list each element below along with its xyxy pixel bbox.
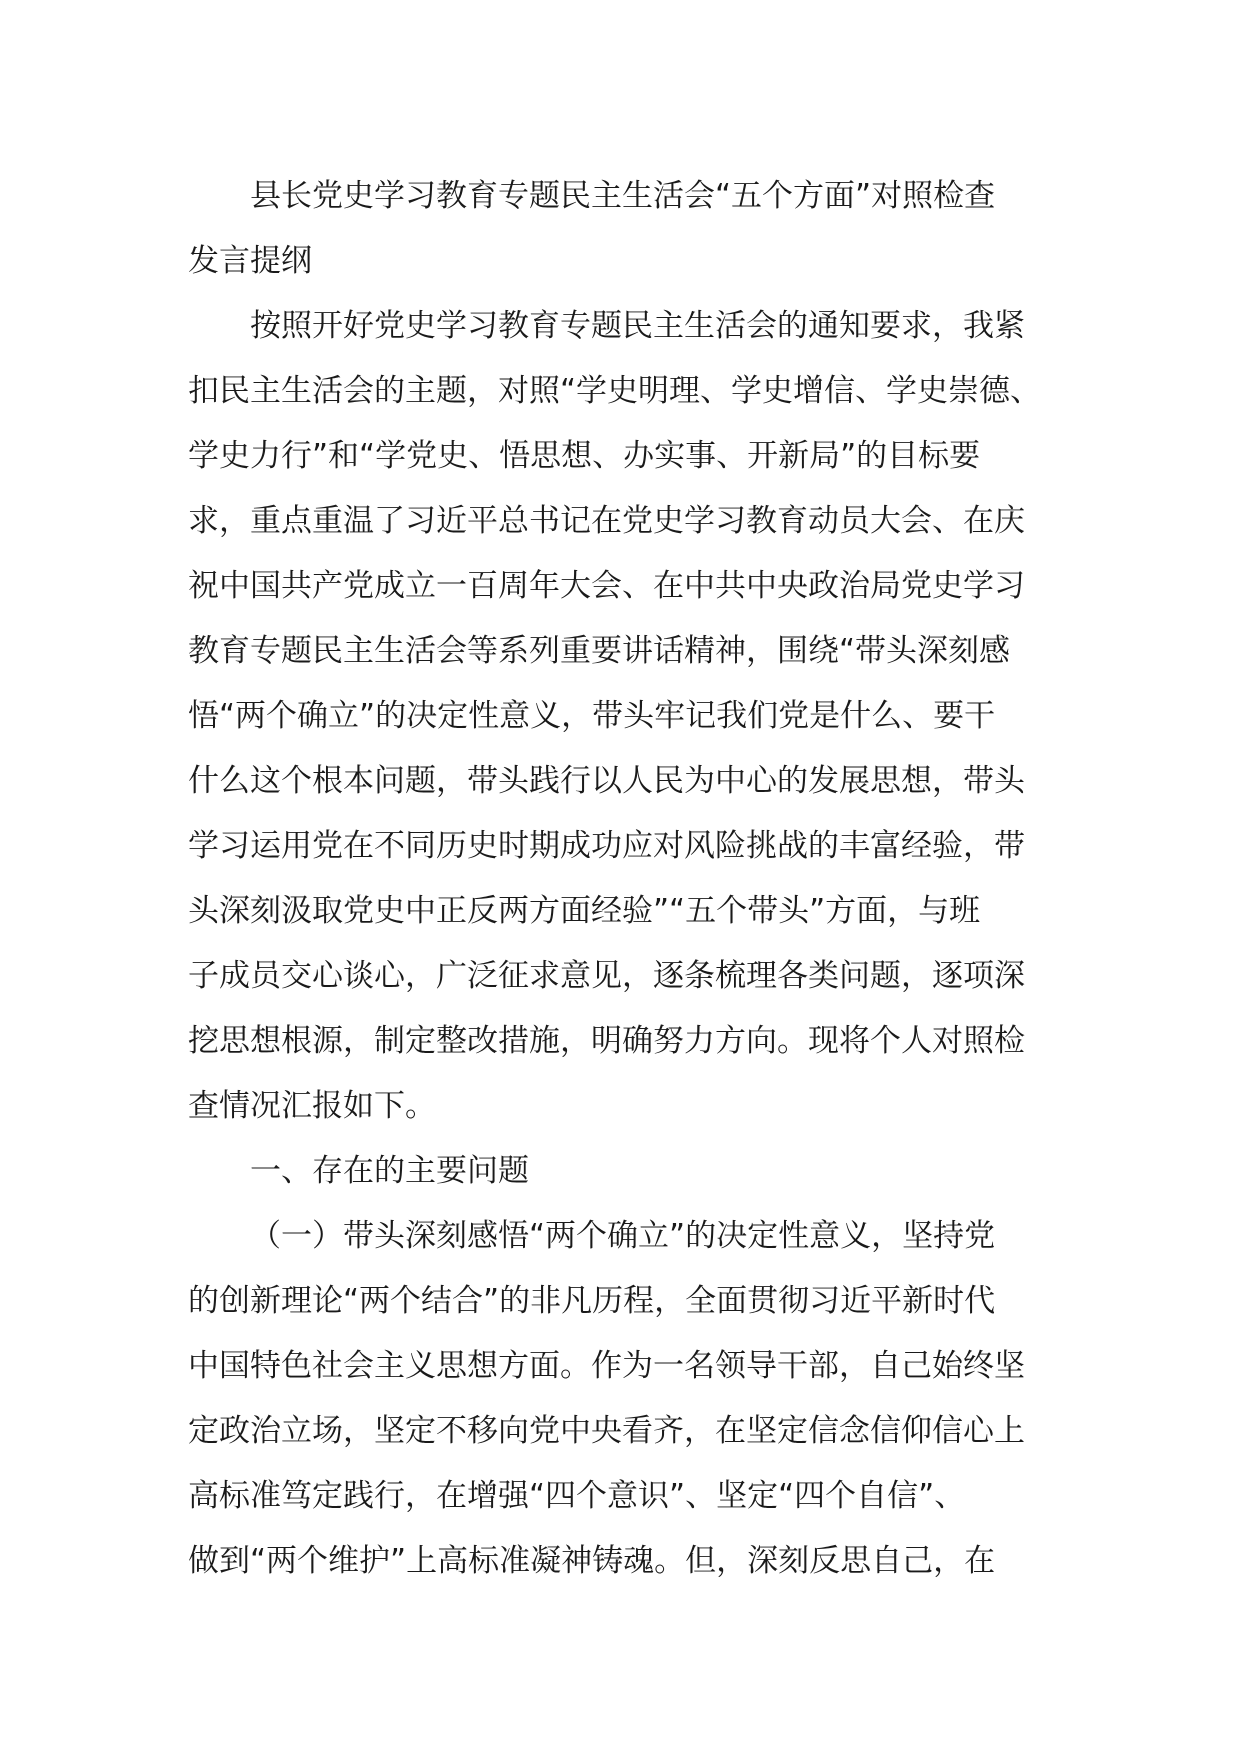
- intro-line: 按照开好党史学习教育专题民主生活会的通知要求，我紧: [250, 308, 1025, 344]
- intro-line: 扣民主生活会的主题，对照“学史明理、学史增信、学史崇德、: [188, 373, 1042, 409]
- intro-line: 头深刻汲取党史中正反两方面经验”“五个带头”方面，与班: [188, 893, 981, 929]
- document-body: [188, 164, 1068, 1594]
- section-heading: 一、存在的主要问题: [250, 1153, 529, 1189]
- intro-line: 学史力行”和“学党史、悟思想、办实事、开新局”的目标要: [188, 438, 981, 474]
- intro-line: 悟“两个确立”的决定性意义，带头牢记我们党是什么、要干: [188, 698, 996, 734]
- section1-line: 做到“两个维护”上高标准凝神铸魂。但，深刻反思自己，在: [188, 1543, 996, 1579]
- section1-line: 中国特色社会主义思想方面。作为一名领导干部，自己始终坚: [188, 1348, 1025, 1384]
- section1-line: 的创新理论“两个结合”的非凡历程，全面贯彻习近平新时代: [188, 1283, 996, 1319]
- intro-line: 子成员交心谈心，广泛征求意见，逐条梳理各类问题，逐项深: [188, 958, 1025, 994]
- document-title-line-2: 发言提纲: [188, 243, 312, 279]
- intro-line: 查情况汇报如下。: [188, 1088, 436, 1124]
- section1-line: 高标准笃定践行，在增强“四个意识”、坚定“四个自信”、: [188, 1478, 966, 1514]
- intro-line: 学习运用党在不同历史时期成功应对风险挑战的丰富经验，带: [188, 828, 1025, 864]
- intro-line: 什么这个根本问题，带头践行以人民为中心的发展思想，带头: [188, 763, 1025, 799]
- intro-line: 教育专题民主生活会等系列重要讲话精神，围绕“带头深刻感: [188, 633, 1011, 669]
- intro-line: 求，重点重温了习近平总书记在党史学习教育动员大会、在庆: [188, 503, 1025, 539]
- section1-line: （一）带头深刻感悟“两个确立”的决定性意义，坚持党: [250, 1218, 996, 1254]
- document-title-line-1: 县长党史学习教育专题民主生活会“五个方面”对照检查: [250, 178, 996, 214]
- section1-line: 定政治立场，坚定不移向党中央看齐，在坚定信念信仰信心上: [188, 1413, 1025, 1449]
- intro-line: 挖思想根源，制定整改措施，明确努力方向。现将个人对照检: [188, 1023, 1025, 1059]
- intro-line: 祝中国共产党成立一百周年大会、在中共中央政治局党史学习: [188, 568, 1025, 604]
